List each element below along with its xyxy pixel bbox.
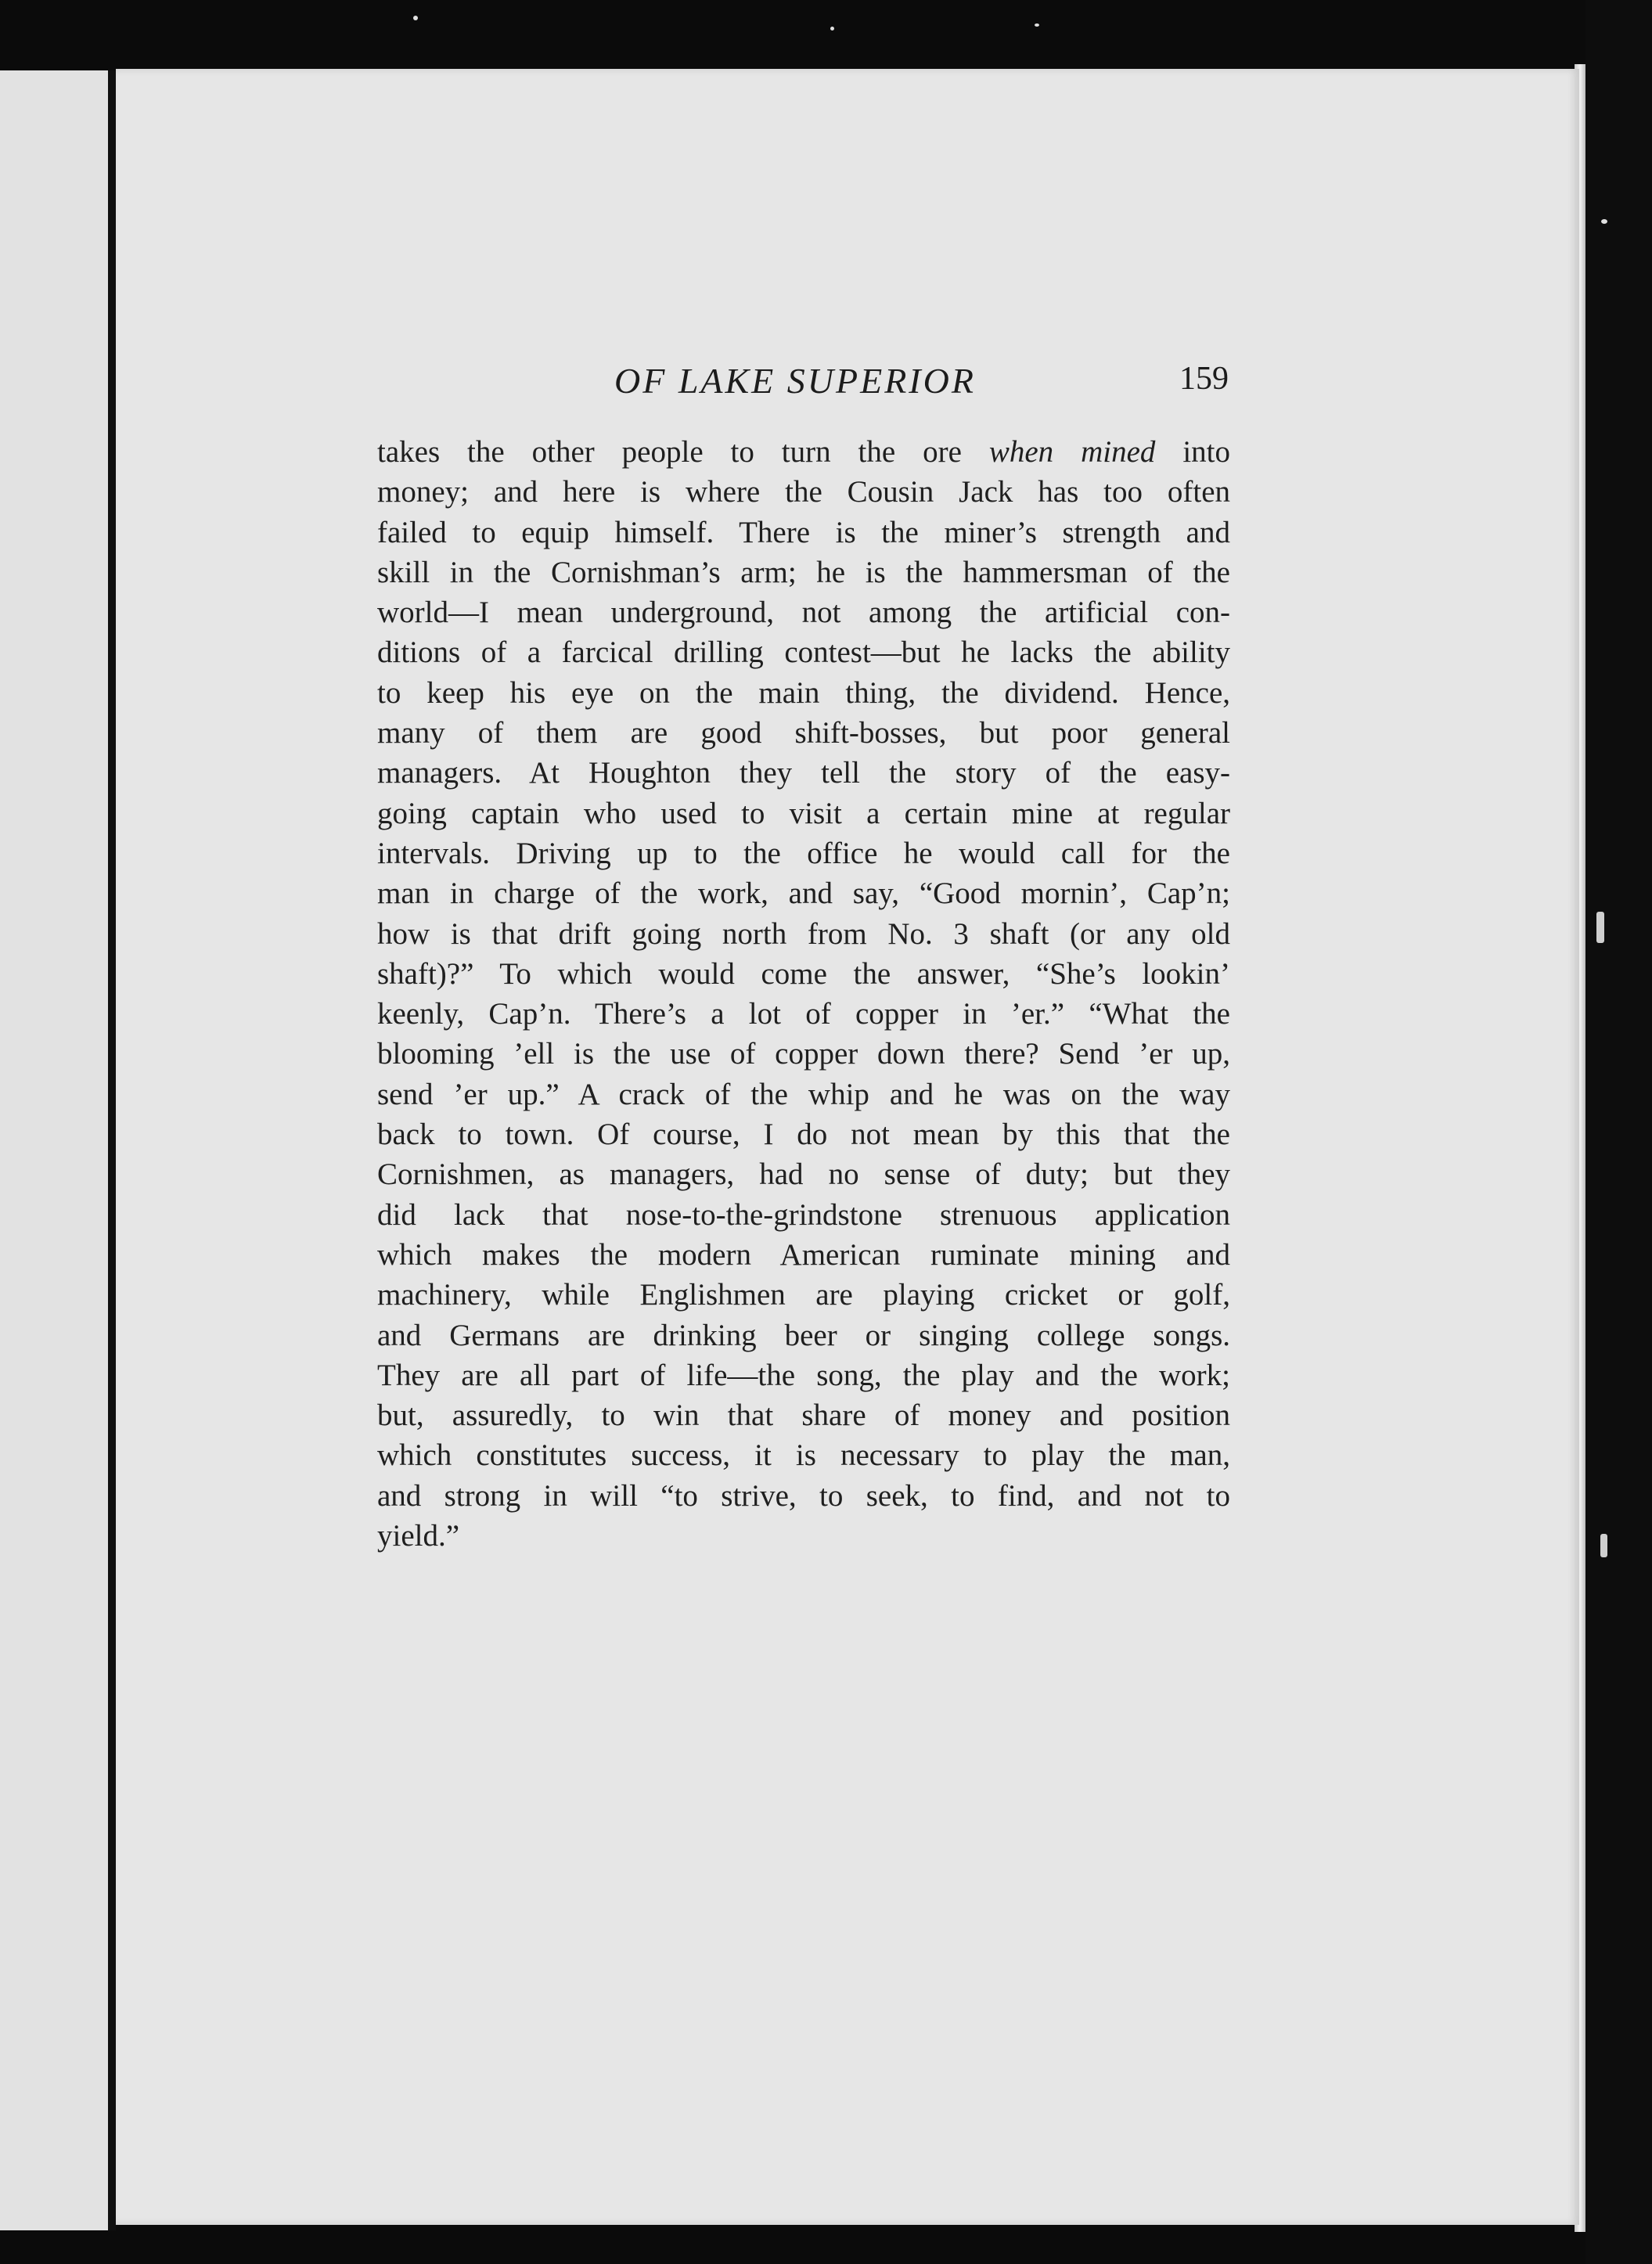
text-run: many of them are good shift-bosses, but poor general <box>377 716 1230 750</box>
text-line <box>377 1435 1230 1475</box>
text-run: blooming ’ell is the use of copper down there? Send ’er up, <box>377 1037 1230 1071</box>
scan-background <box>1585 0 1652 2264</box>
text-line <box>377 1195 1230 1235</box>
text-run: money; and here is where the Cousin Jack has too often <box>377 475 1230 509</box>
text-run: into <box>1155 435 1230 469</box>
text-line <box>377 994 1230 1034</box>
scan-speck <box>1601 219 1607 224</box>
body-text <box>377 432 1230 1556</box>
text-line <box>377 1074 1230 1114</box>
text-line <box>377 1235 1230 1275</box>
text-line <box>377 1316 1230 1355</box>
text-run: intervals. Driving up to the office he would call for the <box>377 836 1230 870</box>
text-line <box>377 1034 1230 1074</box>
text-run: man in charge of the work, and say, “Good mornin’, Cap’n; <box>377 876 1230 911</box>
page-header <box>376 360 1229 407</box>
text-run: takes the other people to turn the ore <box>377 435 989 469</box>
text-line <box>377 873 1230 913</box>
text-run: shaft)?” To which would come the answer, “She’s lookin’ <box>377 956 1230 991</box>
text-run: back to town. Of course, I do not mean by this that the <box>377 1118 1230 1152</box>
text-line <box>377 1516 1230 1556</box>
text-line <box>377 513 1230 553</box>
text-line <box>377 1476 1230 1516</box>
text-run: which constitutes success, it is necessary to play the man, <box>377 1438 1230 1473</box>
text-run: skill in the Cornishman’s arm; he is the hammersman of the <box>377 555 1230 589</box>
text-line <box>377 753 1230 793</box>
scan-speck <box>1596 912 1604 943</box>
text-run: which makes the modern American ruminate mining and <box>377 1237 1230 1272</box>
text-line <box>377 954 1230 994</box>
text-line <box>377 1395 1230 1435</box>
text-run: and Germans are drinking beer or singing college songs. <box>377 1318 1230 1352</box>
text-line <box>377 553 1230 592</box>
text-run: failed to equip himself. There is the miner’s strength and <box>377 515 1230 549</box>
text-line <box>377 592 1230 632</box>
text-run: ditions of a farcical drilling contest—but he lacks the ability <box>377 635 1230 670</box>
gutter-shadow <box>108 70 116 2230</box>
scan-speck <box>830 27 834 31</box>
italic-text-run: when mined <box>988 435 1156 469</box>
text-line <box>377 1355 1230 1395</box>
text-line <box>377 1154 1230 1194</box>
text-line <box>377 472 1230 512</box>
text-line <box>377 673 1230 713</box>
text-run: Cornishmen, as managers, had no sense of duty; but they <box>377 1157 1230 1192</box>
text-run: yield.” <box>377 1519 460 1553</box>
text-line <box>377 914 1230 954</box>
text-run: how is that drift going north from No. 3 shaft (or any old <box>377 916 1230 951</box>
text-run: and strong in will “to strive, to seek, to find, and not to <box>377 1478 1230 1513</box>
text-run: world—I mean underground, not among the artificial con- <box>377 596 1230 630</box>
text-run: send ’er up.” A crack of the whip and he was on the way <box>377 1077 1230 1111</box>
text-run: keenly, Cap’n. There’s a lot of copper in ’er.” “What the <box>377 997 1230 1031</box>
text-run: going captain who used to visit a certain mine at regular <box>377 796 1230 830</box>
text-run: but, assuredly, to win that share of money and position <box>377 1398 1230 1433</box>
text-run: to keep his eye on the main thing, the dividend. Hence, <box>377 675 1230 710</box>
text-line <box>377 833 1230 873</box>
scan-speck <box>413 16 418 20</box>
text-line <box>377 713 1230 753</box>
facing-page-edge <box>0 70 113 2230</box>
text-line <box>377 432 1230 472</box>
text-run: managers. At Houghton they tell the story of the easy- <box>377 756 1230 790</box>
page-number: 159 <box>1179 361 1229 397</box>
text-line <box>377 632 1230 672</box>
scan-speck <box>1035 23 1039 27</box>
text-line <box>377 794 1230 833</box>
text-line <box>377 1114 1230 1154</box>
text-run: They are all part of life—the song, the play and the work; <box>377 1358 1230 1392</box>
text-run: did lack that nose-to-the-grindstone strenuous application <box>377 1197 1230 1232</box>
text-line <box>377 1275 1230 1315</box>
scan-speck <box>1600 1534 1607 1557</box>
running-head: OF LAKE SUPERIOR <box>614 361 976 401</box>
text-run: machinery, while Englishmen are playing cricket or golf, <box>377 1278 1230 1312</box>
